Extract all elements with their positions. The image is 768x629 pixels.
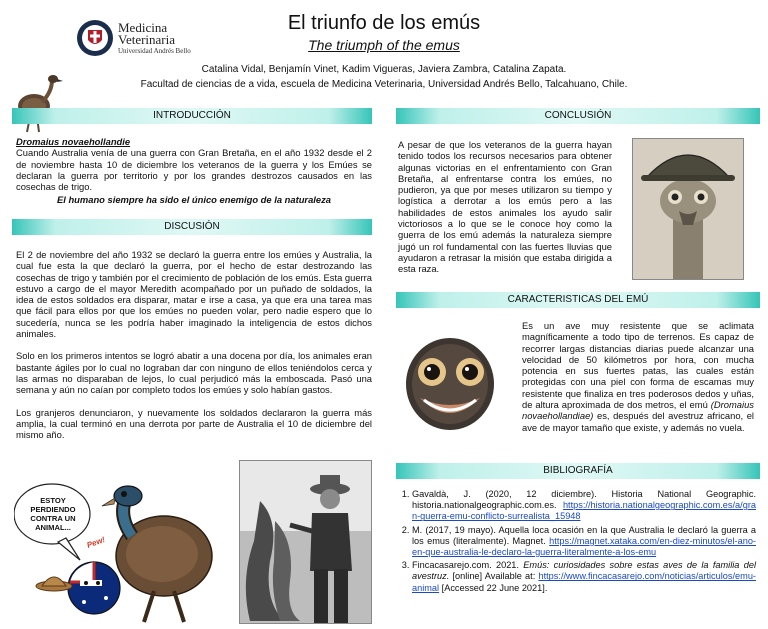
authors: Catalina Vidal, Benjamín Vinet, Kadim Vigueras, Javiera Zambra, Catalina Zapata.	[201, 64, 567, 75]
caracteristicas-body	[522, 320, 754, 433]
discusion-paragraph-1: El 2 de noviembre del año 1932 se declaró la guerra entre los emúes y Australia, la cual fue esta la que declaró la guerra, por el hecho de estar destrozando las cosechas de trigo y también por el crecimiento de población de los emús. Esta guerra estuvo a cargo de el mayor Meredith acompañado por un puñado de soldados, la idea de estos soldados era disparar, matar e irse a casa, ya que era una tarea mas que fácil para ellos por que los emúes no pueden volar, pero nadie espero que lo sucedería, nunca se les podría haber imaginado la inteligencia de estos dichos animales.	[16, 249, 372, 340]
reference-2-link[interactable]: https://magnet.xataka.com/en-diez-minutos/el-ano-en-que-australia-le-declaro-la-guerra-literalmente-a-los-emu	[412, 535, 756, 558]
introduccion-body: Cuando Australia venía de una guerra con Gran Bretaña, en el año 1932 desde el 2 de noviembre hasta 10 de diciembre los veteranos de la guerra y los Emúes se declaran la guerra por territorio y por los grandes destrozos causados en las cosechas de trigo.	[16, 147, 372, 193]
caracteristicas-body-b: es, después del avestruz africano, el ave de mayor tamaño que existe, y además no vuela.	[522, 410, 755, 433]
section-header-discusion: DISCUSIÓN	[12, 219, 372, 235]
emu-face-icon	[398, 328, 502, 440]
introduccion-section	[16, 136, 372, 206]
comic-bubble-text: ESTOY PERDIENDO CONTRA UN ANIMAL...	[30, 496, 76, 532]
conclusion-body: A pesar de que los veteranos de la guerra hayan tenido todos los recursos necesarios para obtener algunas victorias en el enfrentamiento con Gran Bretaña, al enfrentarse contra los emúes, no pudieron, ya que por meses utilizaron su tiempo y logística a derrotar a los emús pero a las habilidades de estos animales los ayudo salir victoriosos a lo que se le conoce hoy como la guerra de los emú además la naturaleza siempre jugó un rol fundamental con las fuertes lluvias que ayudaron a retrasar la misión que estaba dirigida a esta raza.	[398, 139, 612, 275]
section-header-introduccion: INTRODUCCIÓN	[12, 108, 372, 124]
reference-1-link[interactable]: https://historia.nationalgeographic.com.es/a/gran-guerra-emu-conflicto-surrealista_15948	[412, 500, 756, 522]
section-header-caracteristicas: CARACTERISTICAS DEL EMÚ	[396, 292, 760, 308]
emu-with-helmet-icon	[633, 139, 743, 279]
logo-line-2: Veterinaria	[118, 32, 176, 47]
reference-1-text: Gavaldà, J. (2020, 12 diciembre). Historia National Geographic. historia.nationalgeographic.com.es.	[412, 489, 756, 511]
discusion-paragraph-2: Solo en los primeros intentos se logró abatir a una docena por día, los animales eran bastante ágiles por lo cual no lograban dar con ninguno de ellos teniéndolos cerca y las armas no disparaban de lejos, lo cual perjudicó más la emboscada. Pasó una semana y aún no caían por completo todos los emúes y solo habían gastos.	[16, 350, 372, 396]
emu-illustration	[12, 72, 64, 134]
introduccion-quote: El humano siempre ha sido el único enemigo de la naturaleza	[56, 194, 332, 206]
species-name: Dromaius novaehollandie	[16, 136, 131, 147]
logo-line-1: Medicina	[118, 20, 168, 35]
logo-line-3: Universidad Andrés Bello	[118, 47, 191, 55]
reference-3-link[interactable]: https://www.fincacasarejo.com/noticias/articulos/emu-animal	[412, 571, 756, 593]
comic-image	[14, 476, 226, 624]
section-header-bibliografia: BIBLIOGRAFÍA	[396, 463, 760, 479]
emu-helmet-photo	[632, 138, 744, 280]
reference-3-title: Emús: curiosidades sobre estas aves de la familia del avestruz.	[412, 560, 756, 582]
reference-1	[412, 489, 756, 523]
bibliografia-list	[394, 489, 756, 596]
reference-3-accessed: [Accessed 22 June 2021].	[441, 582, 548, 593]
discusion-section	[16, 249, 372, 440]
affiliation: Facultad de ciencias de a vida, escuela de Medicina Veterinaria, Universidad Andrés Bello, Talcahuano, Chile.	[140, 79, 628, 90]
farmer-with-emus-photo	[240, 461, 371, 623]
reference-3-text: Fincacasarejo.com. 2021.	[412, 560, 519, 571]
reference-3-online: [online] Available at:	[452, 571, 536, 582]
discusion-paragraph-3: Los granjeros denunciaron, y nuevamente los soldados declararon la guerra más amplia, la cual terminó en una derrota por parte de Australia el 10 de diciembre del mismo año.	[16, 406, 372, 441]
section-header-conclusion: CONCLUSIÓN	[396, 108, 760, 124]
poster-title: El triunfo de los emús	[287, 12, 481, 34]
caracteristicas-body-sci: (Dromaius novaehollandiae)	[522, 399, 754, 422]
poster-subtitle: The triumph of the emus	[308, 37, 460, 53]
reference-2	[412, 525, 756, 559]
reference-2-text: M. (2017, 19 mayo). Aquella loca ocasión en la que Australia le declaró la guerra a los emus (literalmente). Magnet.	[412, 524, 756, 546]
emu-face-image	[398, 328, 502, 440]
comic-sound: Pew!	[85, 535, 107, 550]
reference-3	[412, 560, 756, 594]
caracteristicas-body-a: Es un ave muy resistente que se aclimata magníficamente a todo tipo de terrenos. Es capaz de recorrer largas distancias diarias puede alcanzar una velocidad de 50 kilómetros por hora, con mucha potencia en sus fuertes patas, las cuales están protegidas con una piel con forma de escamas muy resistente que finaliza en tres poderosos dedos y uñas, de altura aproximada de dos metros, el emú	[522, 320, 754, 411]
farmer-photo	[239, 460, 372, 624]
